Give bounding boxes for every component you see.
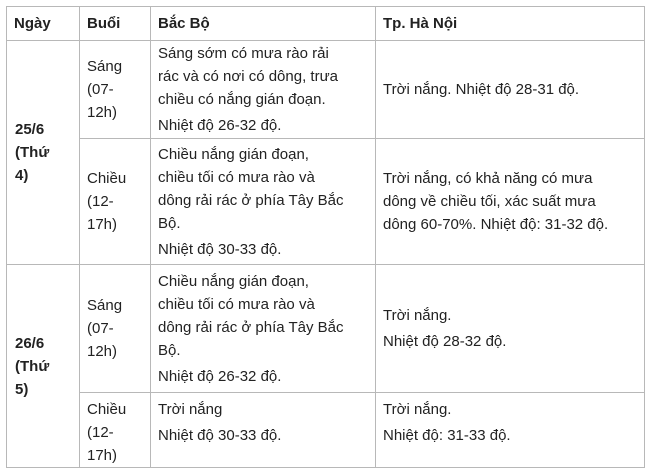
session-text: Chiều	[87, 170, 127, 187]
session-text: 17h)	[87, 216, 118, 233]
session-text: Sáng	[87, 58, 123, 75]
north-forecast-text: chiều có nắng gián đoạn.	[158, 91, 326, 108]
session-cell	[80, 139, 151, 265]
table-row	[7, 265, 645, 393]
hanoi-forecast-cell	[376, 41, 645, 139]
north-forecast-text: chiều tối có mưa rào và	[158, 295, 315, 313]
north-forecast-text: dông rải rác ở phía Tây Bắc	[158, 191, 344, 209]
north-forecast-text: Bộ.	[158, 341, 181, 359]
north-forecast-text: Bộ.	[158, 214, 181, 232]
hanoi-forecast-cell	[376, 265, 645, 393]
north-temperature: Nhiệt độ 30-33 độ.	[158, 240, 282, 258]
hanoi-forecast-cell	[376, 393, 645, 468]
weather-forecast-table	[6, 6, 645, 468]
north-forecast-text: Chiều nắng gián đoạn,	[158, 272, 309, 290]
north-forecast-text: Chiều nắng gián đoạn,	[158, 145, 309, 163]
north-forecast-cell	[151, 41, 376, 139]
north-forecast-cell	[151, 393, 376, 468]
hanoi-forecast-text: Trời nắng.	[383, 401, 452, 418]
north-forecast-text: dông rải rác ở phía Tây Bắc	[158, 318, 344, 336]
session-text: (07-	[87, 81, 114, 98]
session-text: (12-	[87, 424, 114, 441]
north-forecast-text: rác và có nơi có dông, trưa	[158, 68, 338, 85]
header-row	[7, 7, 645, 41]
header-day: Ngày	[7, 7, 80, 41]
north-temperature: Nhiệt độ 30-33 độ.	[158, 427, 282, 444]
table-row	[7, 393, 645, 468]
day-text: 25/6	[15, 121, 45, 138]
day-text: (Thứ	[15, 357, 50, 375]
north-forecast-text: chiều tối có mưa rào và	[158, 168, 315, 186]
north-temperature: Nhiệt độ 26-32 độ.	[158, 367, 282, 385]
session-text: 12h)	[87, 343, 118, 360]
day-text: 4)	[15, 167, 29, 184]
session-text: Chiều	[87, 401, 127, 418]
day-text: 5)	[15, 380, 29, 398]
hanoi-forecast-cell	[376, 139, 645, 265]
hanoi-forecast-text: dông 60-70%. Nhiệt độ: 31-32 độ.	[383, 216, 609, 233]
session-cell	[80, 393, 151, 468]
hanoi-temperature: Nhiệt độ: 31-33 độ.	[383, 427, 511, 444]
session-cell	[80, 265, 151, 393]
day-text: 26/6	[15, 334, 45, 352]
header-session: Buổi	[80, 7, 151, 41]
hanoi-forecast-text: dông về chiều tối, xác suất mưa	[383, 193, 596, 210]
session-text: 17h)	[87, 447, 118, 464]
north-forecast-text: Trời nắng	[158, 401, 223, 418]
north-forecast-cell	[151, 139, 376, 265]
session-text: 12h)	[87, 104, 118, 121]
session-cell	[80, 41, 151, 139]
hanoi-forecast-text: Trời nắng.	[383, 307, 452, 324]
north-forecast-cell	[151, 265, 376, 393]
session-text: (12-	[87, 193, 114, 210]
header-north: Bắc Bộ	[151, 7, 376, 41]
table-row	[7, 41, 645, 139]
north-temperature: Nhiệt độ 26-32 độ.	[158, 117, 282, 134]
session-text: Sáng	[87, 297, 123, 314]
day-cell	[7, 265, 80, 468]
hanoi-forecast-text: Trời nắng. Nhiệt độ 28-31 độ.	[383, 81, 580, 98]
header-hanoi: Tp. Hà Nội	[376, 7, 645, 41]
north-forecast-text: Sáng sớm có mưa rào rải	[158, 45, 329, 62]
hanoi-temperature: Nhiệt độ 28-32 độ.	[383, 333, 507, 350]
hanoi-forecast-text: Trời nắng, có khả năng có mưa	[383, 170, 593, 187]
day-cell	[7, 41, 80, 265]
day-text: (Thứ	[15, 144, 50, 161]
session-text: (07-	[87, 320, 114, 337]
table-row	[7, 139, 645, 265]
